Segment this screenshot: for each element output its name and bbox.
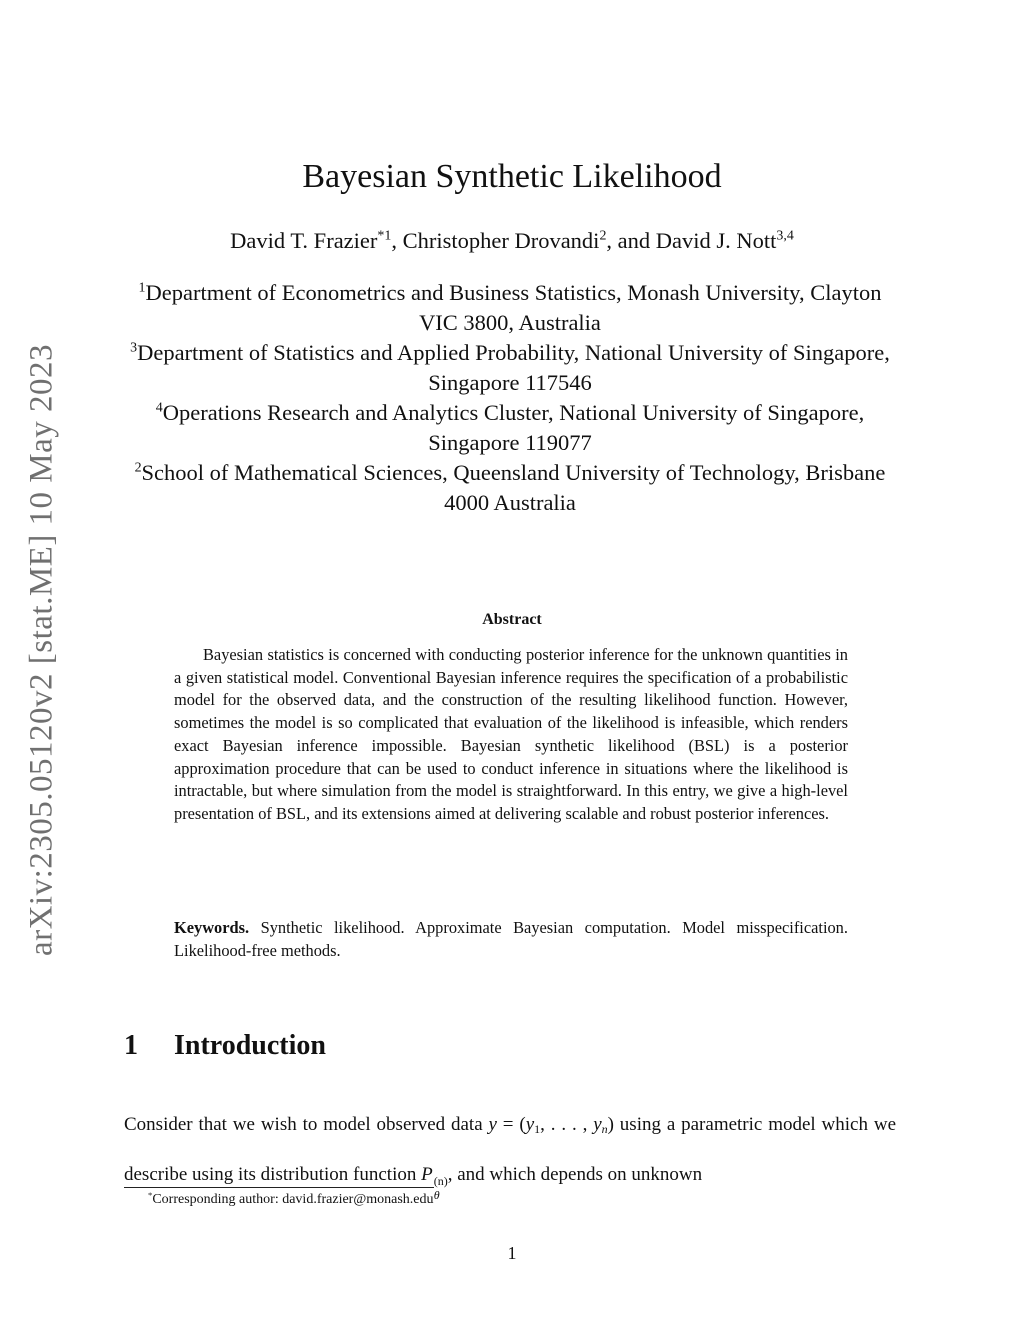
section-title: Introduction [174, 1030, 326, 1061]
affiliation-number: 3 [130, 340, 138, 356]
affiliation-text: Department of Statistics and Applied Probability, National University of Singapore, Singapore 117546 [137, 340, 890, 395]
footnote [148, 1189, 434, 1208]
affiliation-list [120, 278, 900, 518]
math-symbol: P [421, 1164, 433, 1185]
keywords-text: Synthetic likelihood. Approximate Bayesian computation. Model misspecification. Likelihood-free methods. [174, 918, 848, 960]
math-operator: , . . . , [540, 1114, 594, 1135]
math-subscript: θ [433, 1188, 440, 1202]
footnote-mark: * [148, 1189, 153, 1200]
affiliation-number: 2 [134, 460, 142, 476]
math-symbol: y [593, 1114, 602, 1135]
math-operator: ) [607, 1114, 614, 1135]
math-symbol: y [525, 1114, 535, 1135]
footnote-text: Corresponding author: david.frazier@monash.edu [152, 1192, 434, 1207]
affiliation [120, 278, 900, 338]
intro-text: Consider that we wish to model observed data [124, 1114, 489, 1135]
abstract-heading: Abstract [482, 611, 542, 628]
author-name: David T. Frazier [230, 228, 378, 253]
affiliation-text: Operations Research and Analytics Cluster, National University of Singapore, Singapore 119077 [162, 400, 865, 455]
author-marks: *1 [377, 228, 392, 244]
math-operator: = ( [496, 1114, 526, 1135]
author-name: Christopher Drovandi [402, 228, 600, 253]
author-list [0, 228, 1024, 254]
affiliation [120, 458, 900, 518]
section-heading [124, 1030, 326, 1062]
affiliation-text: Department of Econometrics and Business Statistics, Monash University, Clayton VIC 3800, Australia [145, 280, 882, 335]
footnote-divider [124, 1187, 434, 1188]
page-number: 1 [507, 1243, 517, 1263]
math-subscript: 1 [534, 1122, 541, 1136]
intro-text: using a parametric model which we describe using its distribution function [124, 1114, 896, 1185]
math-superscript: (n) [433, 1174, 448, 1188]
affiliation-number: 1 [138, 280, 146, 296]
keywords-label: Keywords. [174, 918, 250, 937]
author-separator: , [391, 228, 403, 253]
abstract-text: Bayesian statistics is concerned with conducting posterior inference for the unknown quantities in a given statistical model. Conventional Bayesian inference requires the specification of a probabilistic model for the observed data, and the construction of the resulting likelihood function. However, sometimes the model is so complicated that evaluation of the likelihood is infeasible, which renders exact Bayesian inference impossible. Bayesian synthetic likelihood (BSL) is a posterior approximation procedure that can be used to conduct inference in situations where the likelihood is intractable, but where simulation from the model is straightforward. In this entry, we give a high-level presentation of BSL, and its extensions aimed at delivering scalable and robust posterior inferences. [174, 645, 848, 823]
keywords-paragraph [174, 917, 848, 962]
arxiv-identifier-stamp: arXiv:2305.05120v2 [stat.ME] 10 May 2023 [23, 343, 60, 957]
affiliation-text: School of Mathematical Sciences, Queensland University of Technology, Brisbane 4000 Australia [141, 460, 886, 515]
author-marks: 2 [599, 228, 607, 244]
author-marks: 3,4 [776, 228, 794, 244]
intro-text: , and which depends on unknown [447, 1164, 703, 1185]
math-script-stack [434, 1175, 448, 1201]
math-symbol: y [488, 1114, 497, 1135]
affiliation [120, 338, 900, 398]
affiliation [120, 398, 900, 458]
affiliation-number: 4 [155, 400, 163, 416]
paper-title: Bayesian Synthetic Likelihood [302, 158, 722, 195]
author-name: David J. Nott [655, 228, 777, 253]
section-number: 1 [124, 1030, 138, 1061]
math-subscript: n [601, 1122, 608, 1136]
author-separator: , and [606, 228, 656, 253]
